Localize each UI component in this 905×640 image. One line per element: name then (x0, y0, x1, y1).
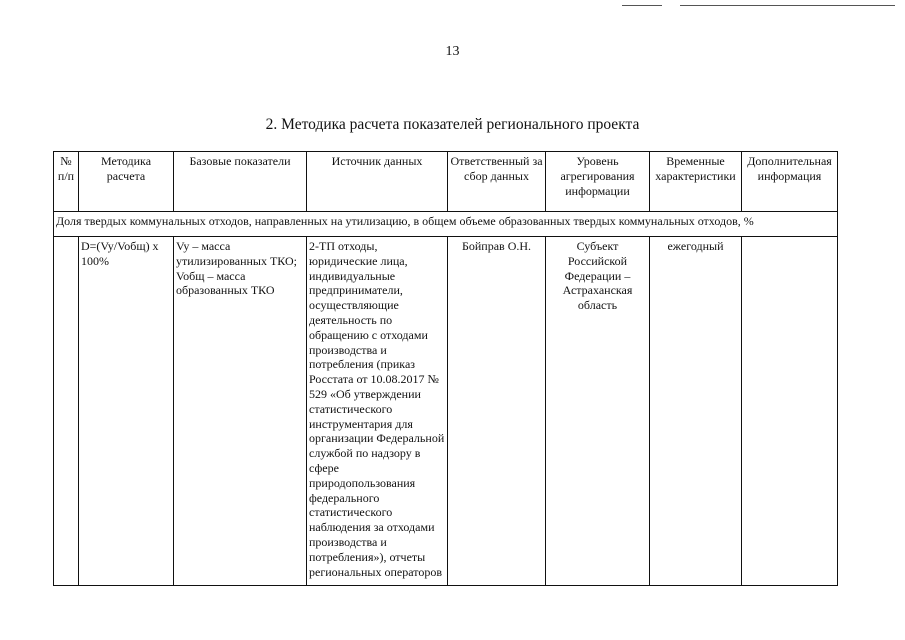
cell-method: D=(Vy/Voбщ) x 100% (79, 237, 174, 586)
indicator-group-title: Доля твердых коммунальных отходов, направленных на утилизацию, в общем объеме образованных твердых коммунальных отходов, % (54, 212, 838, 237)
page-number: 13 (445, 44, 460, 59)
cell-additional-info (742, 237, 838, 586)
methodology-table (53, 151, 838, 586)
group-row (54, 212, 838, 237)
header-base-indicators: Базовые показатели (174, 152, 307, 212)
header-responsible: Ответственный за сбор данных (448, 152, 546, 212)
table-header-row (54, 152, 838, 212)
section-title: 2. Методика расчета показателей регионального проекта (265, 116, 640, 133)
table-row (54, 237, 838, 586)
header-method: Методика расчета (79, 152, 174, 212)
header-num: № п/п (54, 152, 79, 212)
scan-mark-line (622, 5, 662, 6)
cell-time-characteristics: ежегодный (650, 237, 742, 586)
cell-responsible: Бойправ О.Н. (448, 237, 546, 586)
cell-source: 2-ТП отходы, юридические лица, индивидуальные предприниматели, осуществляющие деятельность по обращению с отходами производства и потребления (приказ Росстата от 10.08.2017 № 529 «Об утверждении статистического инструментария для организации Федеральной службой по надзору в сфере природопользования федерального статистического наблюдения за отходами производства и потребления»), отчеты региональных операторов (307, 237, 448, 586)
header-aggregation-level: Уровень агрегирования информации (546, 152, 650, 212)
cell-aggregation-level: Субъект Российской Федерации – Астраханская область (546, 237, 650, 586)
scan-mark-line (680, 5, 895, 6)
header-time-characteristics: Временные характеристики (650, 152, 742, 212)
cell-base-indicators: Vy – масса утилизированных ТКО; Voбщ – масса образованных ТКО (174, 237, 307, 586)
header-additional-info: Дополнительная информация (742, 152, 838, 212)
cell-num (54, 237, 79, 586)
header-source: Источник данных (307, 152, 448, 212)
